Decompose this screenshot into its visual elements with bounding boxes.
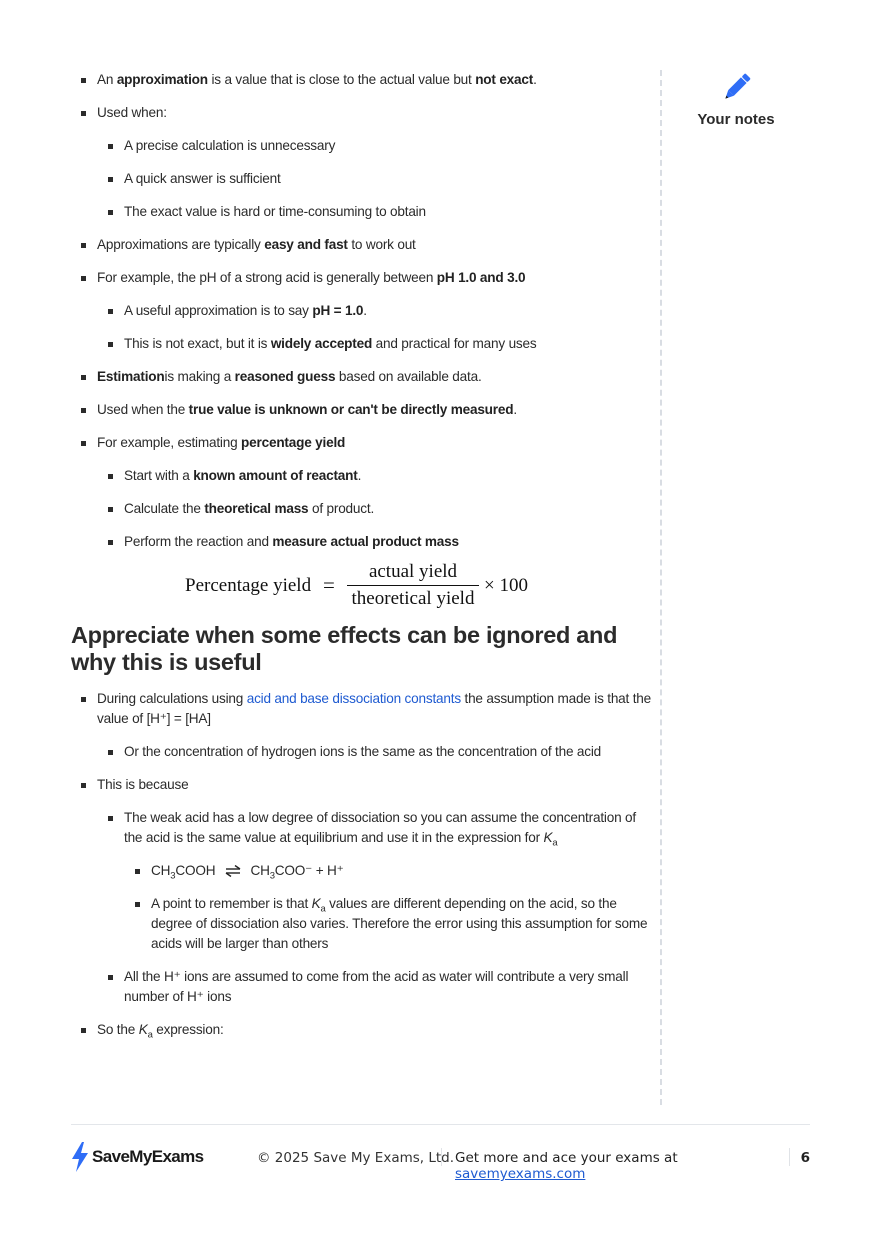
formula-times: × 100	[484, 575, 528, 596]
list-item: An approximation is a value that is close to the actual value but not exact.	[71, 70, 651, 90]
list-item: A point to remember is that $K_a$ values are different depending on the acid, so the degree of dissociation also varies. Therefore the error using this assumption for some acids will be larger than others	[71, 894, 651, 954]
bullet-list-approximation	[71, 70, 651, 552]
list-item: Calculate the theoretical mass of product.	[71, 499, 651, 519]
list-item: A quick answer is sufficient	[71, 169, 651, 189]
your-notes-label: Your notes	[697, 111, 775, 128]
formula-denominator: theoretical yield	[351, 588, 475, 609]
footer	[71, 1142, 810, 1182]
footer-separator	[441, 1148, 442, 1166]
notes-divider	[660, 70, 662, 1105]
pencil-icon	[719, 72, 753, 104]
list-item: The weak acid has a low degree of dissociation so you can assume the concentration of the acid is the same value at equilibrium and use it in the expression for $K_a$	[71, 808, 651, 848]
copyright-text: © 2025 Save My Exams, Ltd.	[257, 1150, 455, 1166]
percentage-yield-formula	[71, 559, 651, 621]
formula-equals: =	[323, 573, 335, 597]
bullet-list-assumptions	[71, 689, 651, 1040]
savemyexams-link[interactable]: savemyexams.com	[455, 1166, 586, 1182]
list-item: Start with a known amount of reactant.	[71, 466, 651, 486]
footer-divider	[71, 1124, 810, 1125]
list-item: For example, the pH of a strong acid is generally between pH 1.0 and 3.0	[71, 268, 651, 288]
list-item: During calculations using acid and base dissociation constants the assumption made is that the value of [H⁺] = [HA]	[71, 689, 651, 729]
list-item: Estimationis making a reasoned guess based on available data.	[71, 367, 651, 387]
lightning-bolt-icon	[71, 1142, 89, 1172]
equilibrium-equation: $CH_3COOH$ $CH_3COO^- + H^+$	[71, 861, 651, 881]
list-item: This is because	[71, 775, 651, 795]
list-item: All the H⁺ ions are assumed to come from the acid as water will contribute a very small number of H⁺ ions	[71, 967, 651, 1007]
fraction-bar	[347, 585, 479, 586]
formula-left: Percentage yield	[185, 575, 312, 596]
list-item: For example, estimating percentage yield	[71, 433, 651, 453]
section-heading: Appreciate when some effects can be ignored and why this is useful	[71, 622, 618, 675]
list-item: Or the concentration of hydrogen ions is the same as the concentration of the acid	[71, 742, 651, 762]
formula-numerator: actual yield	[368, 561, 458, 582]
list-item: Perform the reaction and measure actual product mass	[71, 532, 651, 552]
footer-cta: Get more and ace your exams at savemyexams.com	[455, 1150, 678, 1182]
page-number: 6	[800, 1150, 810, 1166]
save-my-exams-logo[interactable]	[71, 1142, 204, 1172]
list-item: This is not exact, but it is widely accepted and practical for many uses	[71, 334, 651, 354]
list-item: A useful approximation is to say pH = 1.0.	[71, 301, 651, 321]
your-notes-panel[interactable]	[690, 72, 782, 128]
list-item: Used when:	[71, 103, 651, 123]
list-item: Used when the true value is unknown or can't be directly measured.	[71, 400, 651, 420]
main-content	[71, 70, 651, 1040]
list-item: A precise calculation is unnecessary	[71, 136, 651, 156]
list-item: Approximations are typically easy and fast to work out	[71, 235, 651, 255]
equilibrium-arrow-icon	[225, 865, 241, 877]
list-item: The exact value is hard or time-consuming to obtain	[71, 202, 651, 222]
footer-separator	[789, 1148, 790, 1166]
list-item: So the $K_a$ expression:	[71, 1020, 651, 1040]
dissociation-constants-link[interactable]: acid and base dissociation constants	[246, 691, 461, 706]
logo-text: SaveMyExams	[92, 1147, 204, 1166]
